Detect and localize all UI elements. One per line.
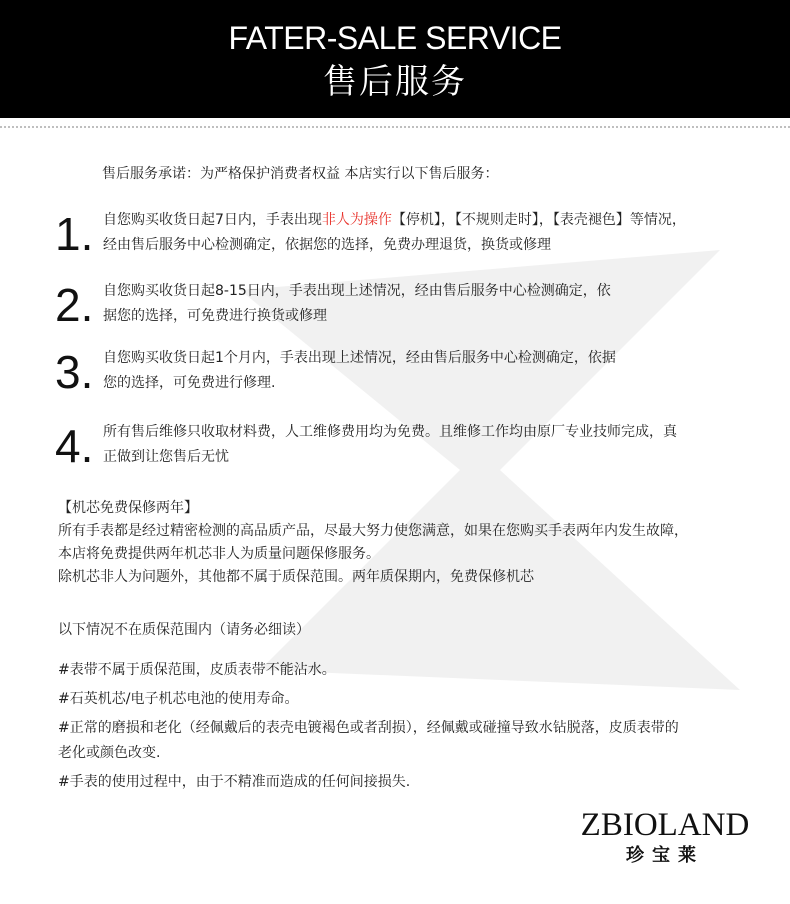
- item-line-1: 自您购买收货日起1个月内，手表出现上述情况，经由售后服务中心检测确定，依据: [103, 350, 616, 366]
- exclusion-item-continued: 老化或颜色改变.: [58, 745, 161, 761]
- item-line-2: 您的选择，可免费进行修理.: [103, 375, 276, 391]
- highlight-text: 非人为操作: [321, 212, 392, 228]
- exclusions-heading: [58, 619, 758, 642]
- exclusions-list: [58, 656, 758, 797]
- warranty-heading: 【机芯免费保修两年】: [58, 500, 198, 516]
- item-line-1-post: 【停机】，【不规则走时】，【表壳褪色】等情况，: [391, 212, 686, 228]
- item-text: [103, 346, 763, 396]
- item-number: 1.: [55, 208, 94, 260]
- item-line-2: 据您的选择，可免费进行换货或修理: [103, 308, 327, 324]
- exclusions-heading-text: 以下情况不在质保范围内（请务必细读）: [58, 622, 310, 638]
- exclusion-item: #表带不属于质保范围，皮质表带不能沾水。: [58, 662, 336, 678]
- intro-text: 售后服务承诺：为严格保护消费者权益 本店实行以下售后服务：: [102, 166, 499, 182]
- item-number: 3.: [55, 346, 94, 398]
- item-line-1: [103, 208, 763, 233]
- header-banner: [0, 0, 790, 118]
- dotted-divider: [0, 126, 790, 128]
- item-line-1: 所有售后维修只收取材料费，人工维修费用均为免费。且维修工作均由原厂专业技师完成，真: [103, 424, 677, 440]
- warranty-section: [58, 497, 758, 589]
- exclusion-item: #石英机芯/电子机芯电池的使用寿命。: [58, 691, 299, 707]
- warranty-line-1: 所有手表都是经过精密检测的高品质产品，尽最大努力使您满意，如果在您购买手表两年内发生故障，: [58, 523, 688, 539]
- item-text: [103, 279, 763, 329]
- item-text: [103, 208, 763, 258]
- brand-logo-cn: 珍宝莱: [626, 845, 704, 866]
- header-title-cn: 售后服务: [323, 62, 467, 102]
- header-title-en: FATER-SALE SERVICE: [228, 20, 562, 56]
- exclusion-item: #正常的磨损和老化（经佩戴后的表壳电镀褐色或者刮损），经佩戴或碰撞导致水钻脱落，皮质表带的: [58, 720, 679, 736]
- warranty-line-3: 除机芯非人为问题外，其他都不属于质保范围。两年质保期内，免费保修机芯: [58, 569, 534, 585]
- item-line-1-pre: 自您购买收货日起7日内，手表出现: [103, 212, 322, 228]
- item-line-1: 自您购买收货日起8-15日内，手表出现上述情况，经由售后服务中心检测确定，依: [103, 283, 611, 299]
- item-line-2: 经由售后服务中心检测确定，依据您的选择，免费办理退货，换货或修理: [103, 237, 551, 253]
- item-number: 4.: [55, 420, 94, 472]
- item-text: [103, 420, 763, 470]
- item-line-2: 正做到让您售后无忧: [103, 449, 229, 465]
- item-number: 2.: [55, 279, 94, 331]
- brand-logo: [560, 805, 770, 867]
- exclusion-item: #手表的使用过程中，由于不精准而造成的任何间接损失.: [58, 774, 411, 790]
- warranty-line-2: 本店将免费提供两年机芯非人为质量问题保修服务。: [58, 546, 380, 562]
- brand-logo-en: ZBIOLAND: [580, 807, 750, 843]
